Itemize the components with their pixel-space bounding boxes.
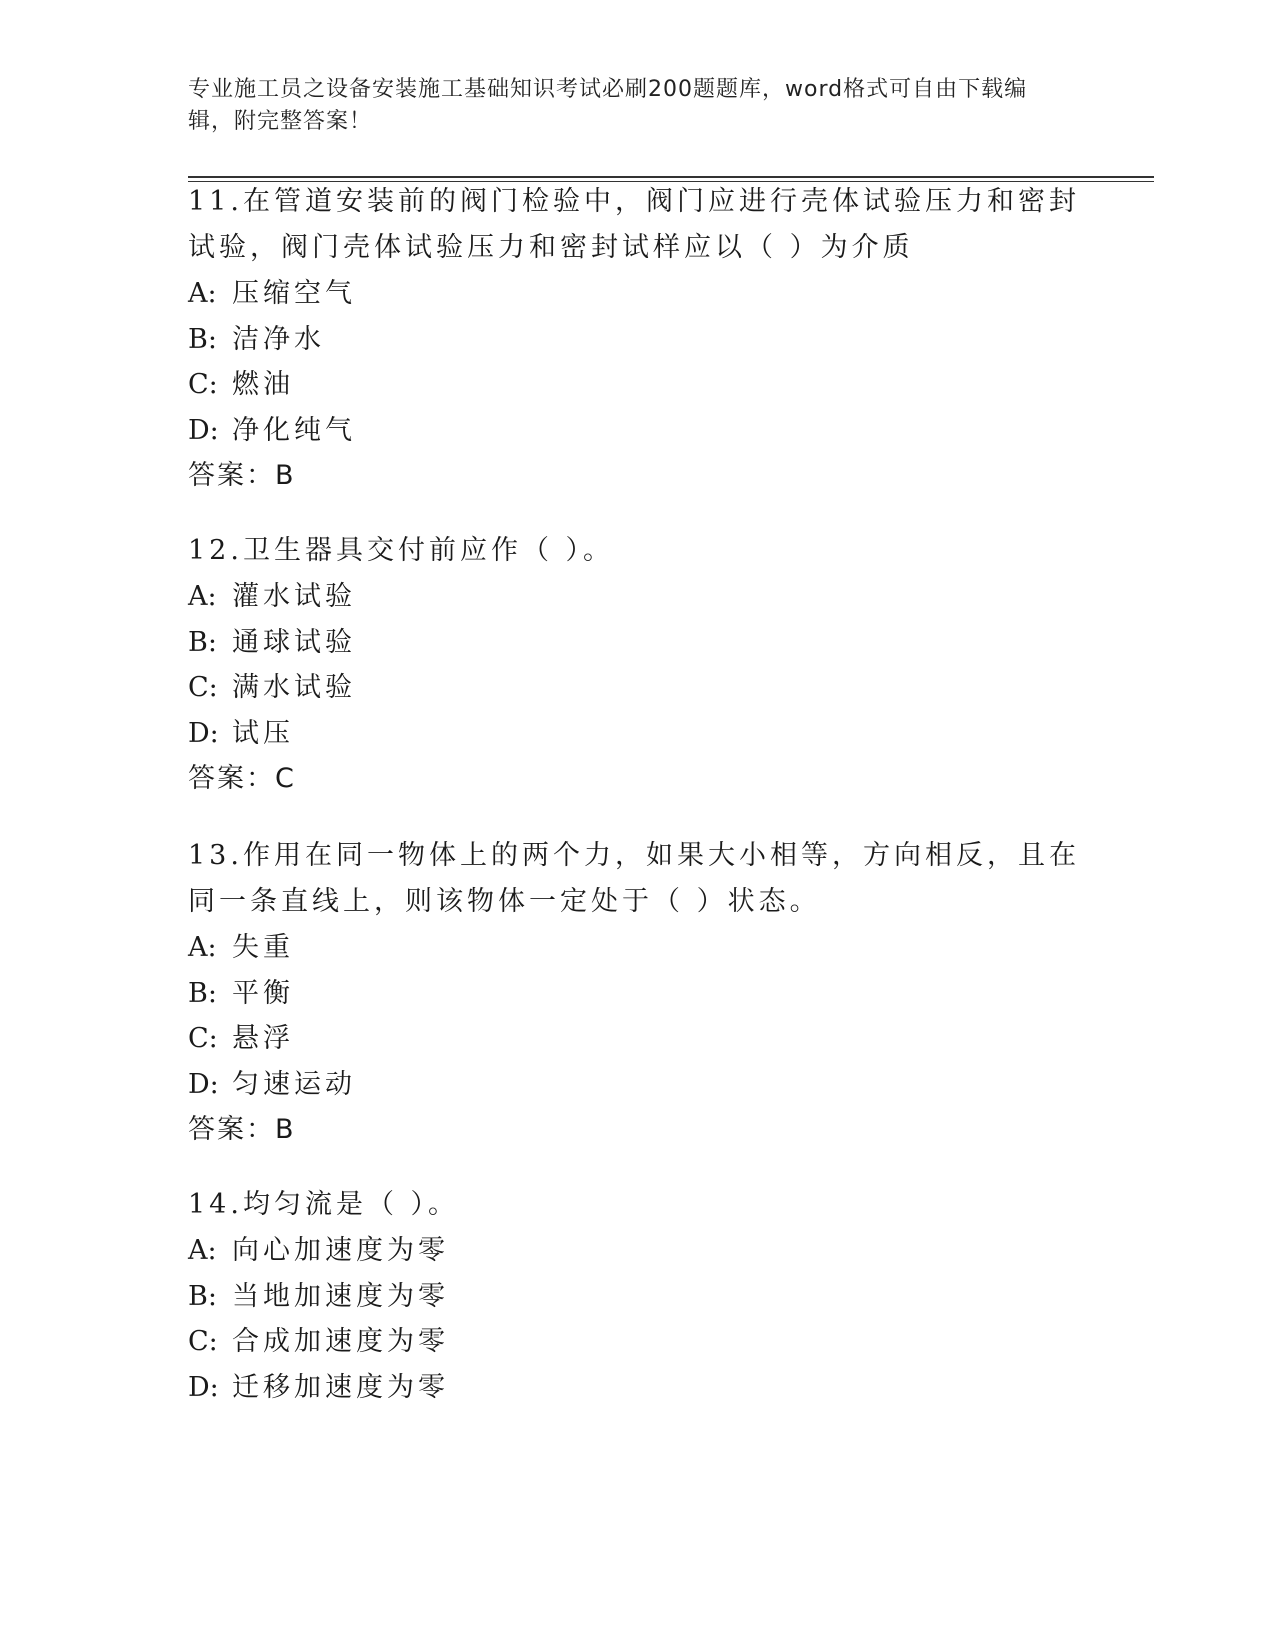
answer-label: 答案： <box>188 763 275 794</box>
option-key: A: <box>188 278 217 309</box>
header-title: 专业施工员之设备安装施工基础知识考试必刷200题题库，word格式可自由下载编辑，附完整答案！ <box>188 77 1028 134</box>
option-text: 悬浮 <box>232 1023 294 1054</box>
option-text: 洁净水 <box>232 323 325 355</box>
answer-line <box>188 756 1088 802</box>
option-d <box>188 1062 1088 1108</box>
answer-value: B <box>275 1114 296 1145</box>
option-d <box>188 711 1088 757</box>
option-text: 净化纯气 <box>232 414 356 446</box>
answer-line <box>188 1107 1088 1153</box>
option-text: 当地加速度为零 <box>232 1280 449 1312</box>
option-b <box>188 620 1088 666</box>
document-header <box>188 74 1068 138</box>
option-key: A: <box>188 1235 217 1266</box>
option-d <box>188 1365 1088 1411</box>
option-a <box>188 1228 1088 1274</box>
option-key: A: <box>188 581 217 612</box>
option-b <box>188 971 1088 1017</box>
option-text: 燃油 <box>232 369 294 400</box>
option-b <box>188 1274 1088 1320</box>
option-key: D: <box>188 1068 219 1100</box>
option-text: 平衡 <box>232 977 294 1009</box>
answer-value: C <box>275 763 296 794</box>
option-d <box>188 408 1088 454</box>
question-stem: 12.卫生器具交付前应作（ ）。 <box>188 535 615 566</box>
answer-label: 答案： <box>188 460 275 491</box>
option-text: 迁移加速度为零 <box>232 1371 449 1403</box>
option-c <box>188 362 1088 408</box>
option-text: 满水试验 <box>232 672 356 703</box>
option-key: C: <box>188 1326 218 1357</box>
option-key: D: <box>188 1371 219 1403</box>
option-text: 灌水试验 <box>232 581 356 612</box>
option-key: A: <box>188 932 217 963</box>
option-text: 失重 <box>232 932 294 963</box>
option-key: B: <box>188 626 217 658</box>
option-key: C: <box>188 369 218 400</box>
question-stem: 13.作用在同一物体上的两个力，如果大小相等，方向相反，且在同一条直线上，则该物体一定处于（ ）状态。 <box>188 840 1080 917</box>
option-a <box>188 925 1088 971</box>
option-c <box>188 1016 1088 1062</box>
option-a <box>188 271 1088 317</box>
question-11 <box>188 179 1088 499</box>
answer-label: 答案： <box>188 1114 275 1145</box>
option-key: B: <box>188 1280 217 1312</box>
option-text: 试压 <box>232 717 294 749</box>
option-a <box>188 574 1088 620</box>
option-text: 合成加速度为零 <box>232 1326 449 1357</box>
question-stem: 11.在管道安装前的阀门检验中，阀门应进行壳体试验压力和密封试验，阀门壳体试验压力和密封试样应以（ ）为介质 <box>188 186 1080 263</box>
option-key: D: <box>188 717 219 749</box>
question-stem: 14.均匀流是（ ）。 <box>188 1189 460 1220</box>
option-key: C: <box>188 1023 218 1054</box>
option-c <box>188 665 1088 711</box>
question-14 <box>188 1182 1088 1410</box>
option-key: B: <box>188 977 217 1009</box>
header-divider-thick <box>188 176 1154 178</box>
option-c <box>188 1319 1088 1365</box>
option-key: D: <box>188 414 219 446</box>
option-text: 匀速运动 <box>232 1068 356 1100</box>
option-key: B: <box>188 323 217 355</box>
option-text: 压缩空气 <box>232 278 356 309</box>
option-key: C: <box>188 672 218 703</box>
question-12 <box>188 528 1088 802</box>
question-13 <box>188 833 1088 1153</box>
answer-line <box>188 453 1088 499</box>
option-b <box>188 317 1088 363</box>
answer-value: B <box>275 460 296 491</box>
option-text: 通球试验 <box>232 626 356 658</box>
option-text: 向心加速度为零 <box>232 1235 449 1266</box>
